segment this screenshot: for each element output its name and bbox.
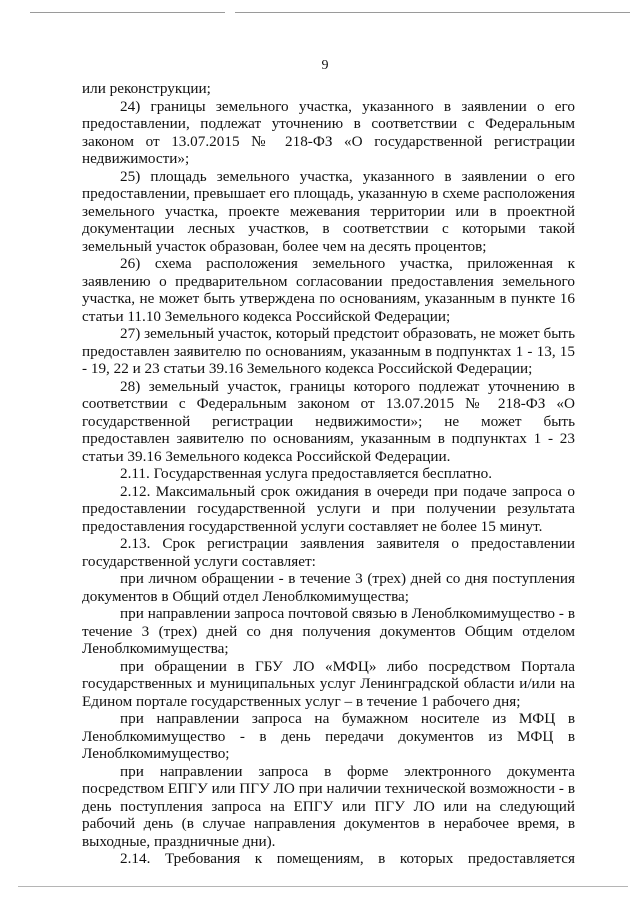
paragraph-section-2-11: 2.11. Государственная услуга предоставляется бесплатно. [120, 465, 493, 482]
paragraph-mfc-portal: при обращении в ГБУ ЛО «МФЦ» либо посредством Портала государственных и муниципальных услуг Ленинградской области и/или на Едином портале государственных услуг – в течение 1 рабочего дня; [82, 657, 575, 710]
scan-edge-line-bottom [18, 886, 628, 887]
paragraph-personal-appeal: при личном обращении - в течение 3 (трех) дней со дня поступления документов в Общий отдел Леноблкомимущества; [82, 570, 575, 605]
paragraph-item-24: 24) границы земельного участка, указанного в заявлении о его предоставлении, подлежат уточнению в соответствии с Федеральным законом от 13.07.2015 № 218-ФЗ «О государственной регистрации недвижимости»; [82, 97, 575, 167]
paragraph-continuation: или реконструкции; [82, 80, 211, 97]
document-body [82, 80, 575, 868]
scan-edge-line-right [235, 12, 630, 13]
scan-edge-line-left [30, 12, 225, 13]
paragraph-electronic-request: при направлении запроса в форме электронного документа посредством ЕПГУ или ПГУ ЛО при наличии технической возможности - в день поступления запроса на ЕПГУ или ПГУ ЛО или на следующий рабочий день (в случае направления документов в нерабочее время, в выходные, праздничные дни). [82, 762, 575, 850]
paragraph-paper-request: при направлении запроса на бумажном носителе из МФЦ в Леноблкомимущество - в день передачи документов из МФЦ в Леноблкомимущество; [82, 710, 575, 762]
paragraph-section-2-13: 2.13. Срок регистрации заявления заявителя о предоставлении государственной услуги составляет: [82, 535, 575, 570]
paragraph-postal-request: при направлении запроса почтовой связью в Леноблкомимущество - в течение 3 (трех) дней со дня получения документов Общим отделом Леноблкомимущества; [82, 605, 575, 657]
page-number: 9 [321, 58, 329, 73]
paragraph-item-25: 25) площадь земельного участка, указанного в заявлении о его предоставлении, превышает его площадь, указанную в схеме расположения земельного участка, проекте межевания территории или в проектной документации лесных участков, в соответствии с которыми такой земельный участок образован, более чем на десять процентов; [82, 167, 575, 255]
paragraph-section-2-14: 2.14. Требования к помещениям, в которых предоставляется [120, 850, 575, 867]
paragraph-item-28: 28) земельный участок, границы которого подлежат уточнению в соответствии с Федеральным законом от 13.07.2015 № 218-ФЗ «О государственной регистрации недвижимости»; не может быть предоставлен заявителю по основаниям, указанным в подпунктах 1 - 23 статьи 39.16 Земельного кодекса Российской Федерации. [82, 377, 575, 465]
paragraph-item-27: 27) земельный участок, который предстоит образовать, не может быть предоставлен заявителю по основаниям, указанным в подпунктах 1 - 13, 15 - 19, 22 и 23 статьи 39.16 Земельного кодекса Российской Федерации; [82, 325, 575, 377]
paragraph-item-26: 26) схема расположения земельного участка, приложенная к заявлению о предварительном согласовании предоставления земельного участка, не может быть утверждена по основаниям, указанным в пункте 16 статьи 11.10 Земельного кодекса Российской Федерации; [82, 255, 575, 325]
paragraph-section-2-12: 2.12. Максимальный срок ожидания в очереди при подаче запроса о предоставлении государственной услуги и при получении результата предоставления государственной услуги составляет не более 15 минут. [82, 482, 575, 535]
